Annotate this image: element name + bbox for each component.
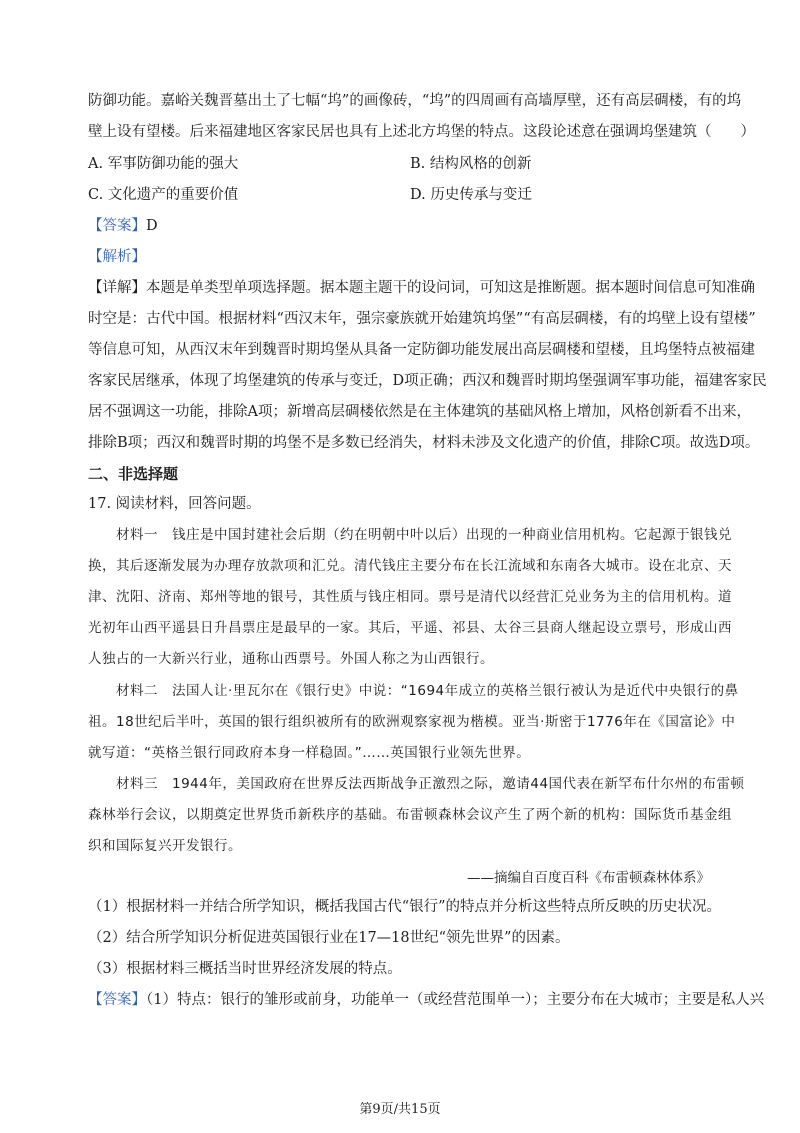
material-source: ——摘编自百度百科《布雷顿森林体系》 <box>467 870 710 886</box>
q16-option-b: B. 结构风格的创新 <box>410 156 532 172</box>
material3-line-3: 织和国际复兴开发银行。 <box>88 838 242 854</box>
q16-detail-line-2: 时空是：古代中国。根据材料“西汉末年，强宗豪族就开始建筑坞堡”“有高层碉楼，有的坞壁上设有望楼” <box>88 311 756 327</box>
answer-tag: 【答案】 <box>88 992 146 1008</box>
material3-line-1: 材料三 1944年，美国政府在世界反法西斯战争正激烈之际，邀请44国代表在新罕布什尔州的布雷顿 <box>116 776 745 792</box>
material1-line-3: 津、沈阳、济南、郑州等地的银号，其性质与钱庄相同。票号是清代以经营汇兑业务为主的信用机构。道 <box>88 589 732 605</box>
q17-question-3: （3）根据材料三概括当时世界经济发展的特点。 <box>88 961 402 977</box>
material2-line-3: 就写道：“英格兰银行同政府本身一样稳固。”……英国银行业领先世界。 <box>88 745 531 761</box>
q17-question-2: （2）结合所学知识分析促进英国银行业在17—18世纪“领先世界”的因素。 <box>88 930 570 946</box>
q16-detail-line-3: 等信息可知，从西汉末年到魏晋时期坞堡从具备一定防御功能发展出高层碉楼和望楼，且坞堡特点被福建 <box>88 342 755 358</box>
q16-option-a: A. 军事防御功能的强大 <box>88 156 239 172</box>
q17-question-1: （1）根据材料一并结合所学知识，概括我国古代“银行”的特点并分析这些特点所反映的历史状况。 <box>88 899 722 915</box>
q16-option-d: D. 历史传承与变迁 <box>410 187 532 203</box>
q17-answer <box>88 990 764 1010</box>
q16-detail-line-1 <box>88 278 755 298</box>
q16-detail-line-6: 排除B项；西汉和魏晋时期的坞堡不是多数已经消失，材料未涉及文化遗产的价值，排除C项。故选D项。 <box>88 435 760 451</box>
q16-detail-line-4: 客家民居继承，体现了坞堡建筑的传承与变迁，D项正确；西汉和魏晋时期坞堡强调军事功能，福建客家民 <box>88 373 767 389</box>
answer-tag: 【答案】 <box>88 218 146 234</box>
q16-detail-line-5: 居不强调这一功能，排除A项；新增高层碉楼依然是在主体建筑的基础风格上增加，风格创新看不出来， <box>88 404 751 420</box>
detail-text-1: 本题是单类型单项选择题。据本题主题干的设问词，可知这是推断题。据本题时间信息可知准确 <box>146 280 755 296</box>
material3-line-2: 森林举行会议，以期奠定世界货币新秩序的基础。布雷顿森林会议产生了两个新的机构：国际货币基金组 <box>88 807 732 823</box>
section-heading: 二、非选择题 <box>88 465 179 483</box>
detail-tag: 【详解】 <box>88 280 146 296</box>
answer-text: （1）特点：银行的雏形或前身，功能单一（或经营范围单一）；主要分布在大城市；主要是私人兴 <box>146 992 765 1008</box>
q16-option-c: C. 文化遗产的重要价值 <box>88 187 239 203</box>
material2-line-2: 祖。18世纪后半叶，英国的银行组织被所有的欧洲观察家视为楷模。亚当·斯密于1776年在《国富论》中 <box>88 714 736 730</box>
q16-stem-line-1: 防御功能。嘉峪关魏晋墓出土了七幅“坞”的画像砖，“坞”的四周画有高墙厚壁，还有高层碉楼，有的坞 <box>88 93 742 109</box>
material1-line-5: 人独占的一大新兴行业，通称山西票号。外国人称之为山西银行。 <box>88 651 494 667</box>
page-footer: 第9页/共15页 <box>359 1102 441 1117</box>
q17-prompt: 17. 阅读材料，回答问题。 <box>88 496 261 512</box>
analysis-tag: 【解析】 <box>88 249 146 265</box>
q16-stem-line-2: 壁上设有望楼。后来福建地区客家民居也具有上述北方坞堡的特点。这段论述意在强调坞堡建筑（ ） <box>88 124 755 140</box>
material1-line-4: 光初年山西平遥县日升昌票庄是最早的一家。其后，平遥、祁县、太谷三县商人继起设立票号，形成山西 <box>88 620 732 636</box>
answer-value: D <box>146 218 158 234</box>
q16-answer <box>88 216 158 236</box>
material1-line-2: 换，其后逐渐发展为办理存放款项和汇兑。清代钱庄主要分布在长江流域和东南各大城市。设在北京、天 <box>88 558 732 574</box>
material1-line-1: 材料一 钱庄是中国封建社会后期（约在明朝中叶以后）出现的一种商业信用机构。它起源于银钱兑 <box>116 527 732 543</box>
material2-line-1: 材料二 法国人让·里瓦尔在《银行史》中说：“1694年成立的英格兰银行被认为是近代中央银行的鼻 <box>116 683 739 699</box>
